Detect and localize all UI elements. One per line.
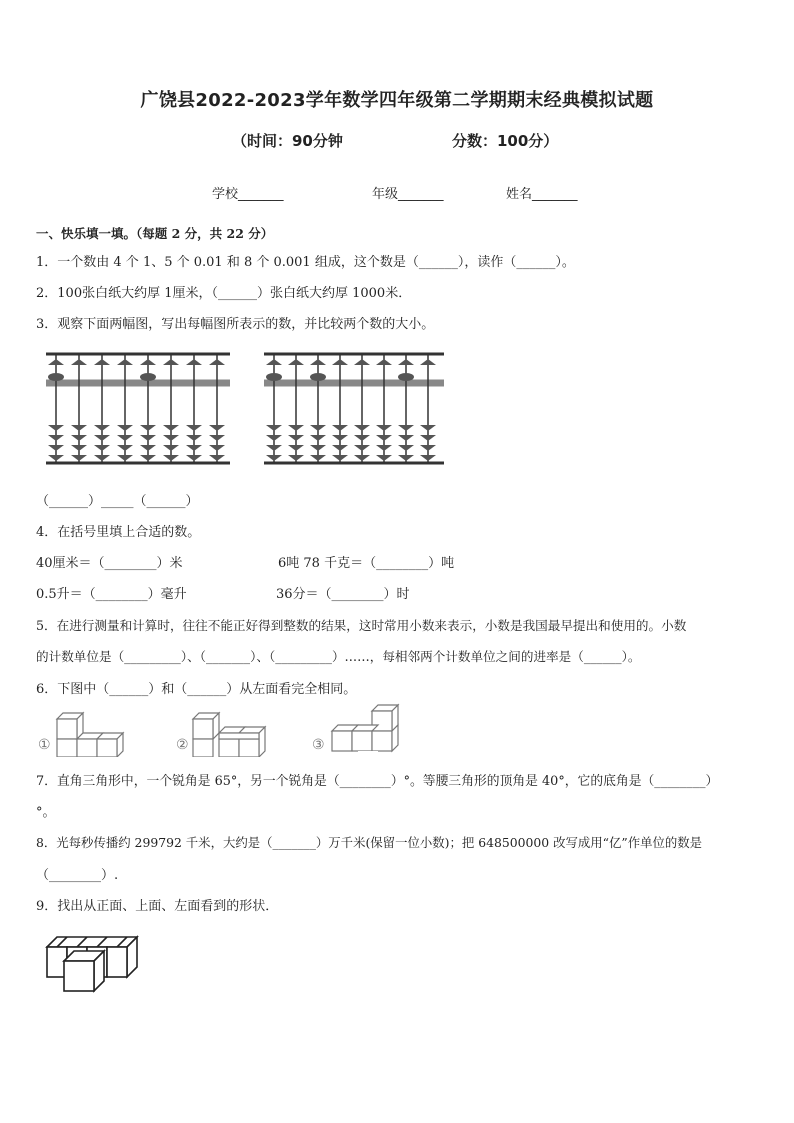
section-heading: 一、快乐填一填。（每题 2 分，共 22 分） — [36, 226, 274, 241]
cube-arrangement-icon — [44, 933, 144, 993]
question-5-line-1: 5．在进行测量和计算时，往往不能正好得到整数的结果，这时常用小数来表示，小数是我国最早提出和使用的。小数 — [36, 618, 687, 633]
question-8-line-2: （________）. — [36, 868, 119, 883]
question-3: 3．观察下面两幅图，写出每幅图所表示的数，并比较两个数的大小。 — [36, 317, 435, 332]
question-7-line-2: °。 — [36, 805, 56, 820]
question-4b: 6吨 78 千克＝（________）吨 — [278, 556, 455, 571]
exam-score: 分数：100分） — [452, 132, 559, 150]
question-6: 6．下图中（______）和（______）从左面看完全相同。 — [36, 682, 357, 697]
question-8-line-1: 8．光每秒传播约 299792 千米，大约是（_______）万千米(保留一位小数)；把 648500000 改写成用“亿”作单位的数是 — [36, 835, 703, 850]
question-4d: 36分＝（________）时 — [276, 587, 410, 602]
question-7-line-1: 7．直角三角形中，一个锐角是 65°，另一个锐角是（________）°。等腰三角形的顶角是 40°，它的底角是（________） — [36, 774, 719, 789]
question-4a: 40厘米＝（________）米 — [36, 556, 183, 571]
question-9: 9．找出从正面、上面、左面看到的形状． — [36, 899, 279, 914]
page-title: 广饶县2022-2023学年数学四年级第二学期期末经典模拟试题 — [140, 90, 654, 111]
exam-time: （时间：90分钟 — [232, 132, 343, 150]
question-5-line-2: 的计数单位是（_________）、（_______）、（_________）……，每相邻两个计数单位之间的进率是（______）。 — [36, 649, 641, 664]
cube-stack-2-icon — [190, 705, 290, 757]
question-3-answer: （______）_____（______） — [36, 494, 199, 509]
question-4c: 0.5升＝（________）毫升 — [36, 587, 187, 602]
figure-label-1: ① — [38, 737, 51, 753]
question-2: 2．100张白纸大约厚 1厘米，（______）张白纸大约厚 1000米． — [36, 286, 412, 301]
cube-stack-1-icon — [52, 705, 152, 757]
school-field: 学校_______ — [212, 187, 284, 202]
cube-stack-3-icon — [326, 703, 416, 759]
figure-label-2: ② — [176, 737, 189, 753]
name-field: 姓名_______ — [506, 187, 578, 202]
grade-field: 年级_______ — [372, 187, 444, 202]
abacus-figure-1 — [44, 351, 232, 467]
figure-label-3: ③ — [312, 737, 325, 753]
abacus-figure-2 — [262, 351, 446, 467]
question-4: 4．在括号里填上合适的数。 — [36, 525, 201, 540]
question-1: 1．一个数由 4 个 1、5 个 0.01 和 8 个 0.001 组成，这个数是（______），读作（______）。 — [36, 255, 575, 270]
